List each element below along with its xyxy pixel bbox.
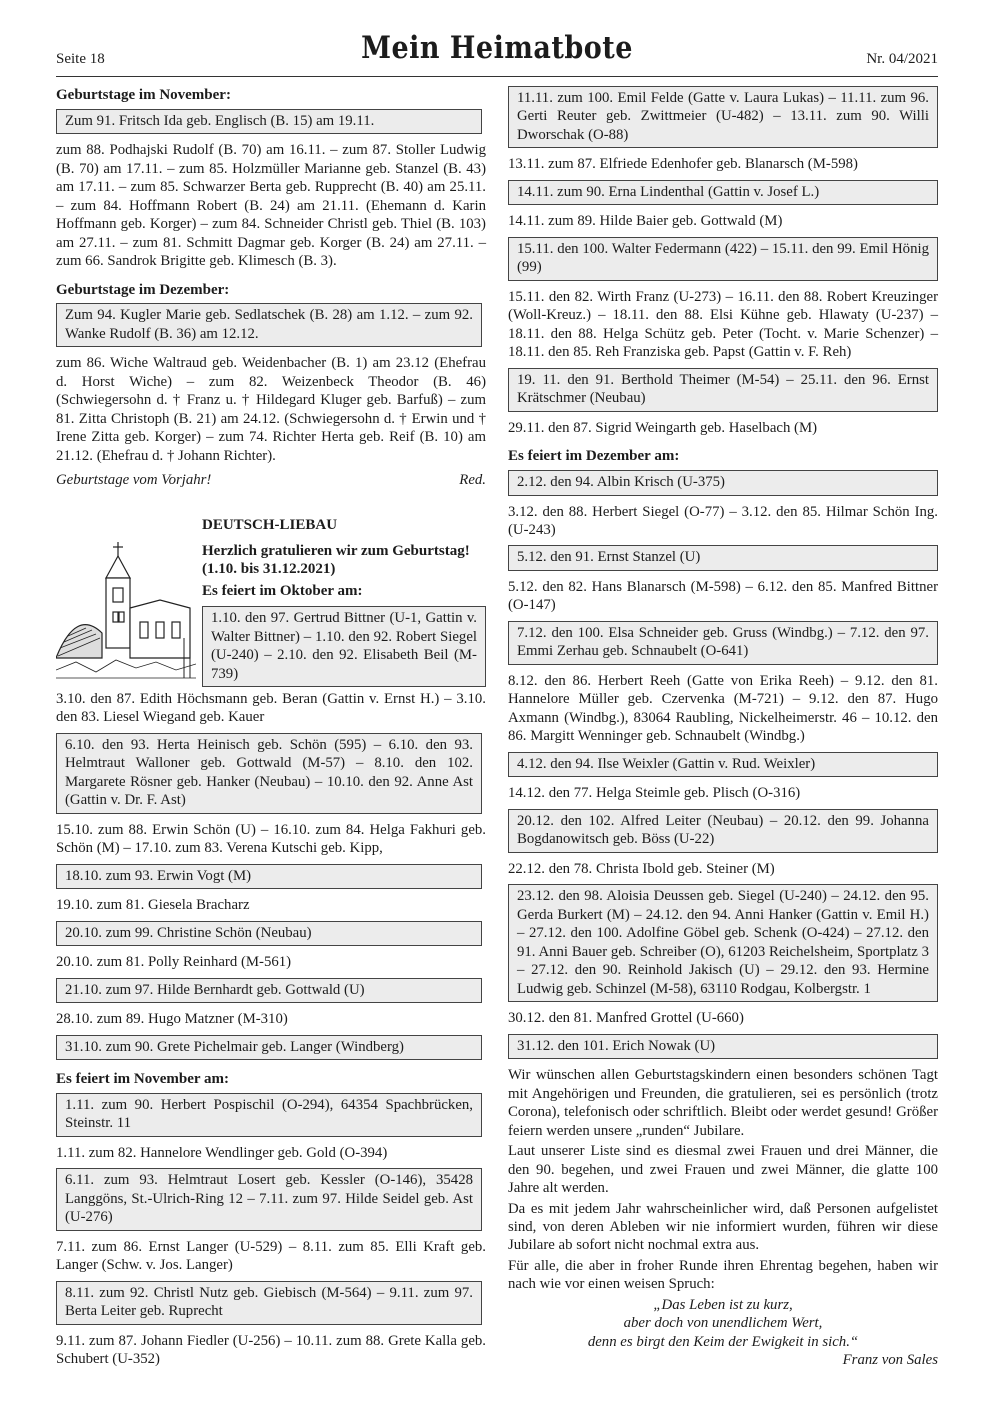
closing-paragraph: Wir wünschen allen Geburtstagskindern einen besonders schönen Tagt mit Angehörigen und Freunden, die gratulieren, sei es persönlich (trotz Corona), telefonisch oder schriftlich. Bleibt oder werdet gesund! Größer feiern werden unsere „runden“ Jubilare.: [508, 1067, 938, 1139]
highlight-box: Zum 91. Fritsch Ida geb. Englisch (B. 15) am 19.11.: [56, 109, 482, 134]
editor-note: [56, 471, 486, 489]
paragraph: 20.10. zum 81. Polly Reinhard (M-561): [56, 954, 292, 971]
highlight-box: 1.11. zum 90. Herbert Pospischil (O-294), 64354 Spachbrücken, Steinstr. 11: [56, 1093, 482, 1137]
liebau-section: [56, 516, 486, 686]
paragraph: 29.11. den 87. Sigrid Weingarth geb. Haselbach (M): [508, 419, 818, 436]
highlight-box: 8.11. zum 92. Christl Nutz geb. Giebisch (M-564) – 9.11. zum 97. Berta Leiter geb. Ruprecht: [56, 1281, 482, 1325]
paragraph: 19.10. zum 81. Giesela Bracharz: [56, 897, 250, 914]
closing-paragraph: Da es mit jedem Jahr wahrscheinlicher wird, daß Personen aufgelistet sind, von deren Ableben wir nie informiert wurden, führen wir diese Jubilare ab sofort nicht nochmal extra aus.: [508, 1200, 938, 1254]
highlight-box: 4.12. den 94. Ilse Weixler (Gattin v. Rud. Weixler): [508, 752, 938, 777]
page-number: Seite 18: [56, 51, 105, 67]
quote-line: „Das Leben ist zu kurz,: [653, 1296, 793, 1313]
highlight-box: 20.10. zum 99. Christine Schön (Neubau): [56, 921, 482, 946]
paragraph: 22.12. den 78. Christa Ibold geb. Steiner (M): [508, 860, 775, 877]
closing-paragraph: Laut unserer Liste sind es diesmal zwei Frauen und drei Männer, die den 90. begehen, und zwei Frauen und zwei Männer, die glatte 100 Jahre alt werden.: [508, 1143, 938, 1197]
paragraph: 9.11. zum 87. Johann Fiedler (U-256) – 10.11. zum 88. Grete Kalla geb. Schubert (U-352): [56, 1332, 486, 1368]
paragraph: zum 88. Podhajski Rudolf (B. 70) am 16.11. – zum 87. Stoller Ludwig (B. 70) am 17.11. – zum 85. Holzmüller Marianne geb. Stanzel (B. 43) am 17.11. – zum 85. Schwarzer Berta geb. Rupprecht (B. 40) am 25.11. – zum 84. Hoffmann Robert (B. 24) am 21.11. (Ehemann d. Karin Hoffmann geb. Korger) – zum 84. Schneider Christl geb. Thiel (B. 103) am 27.11. – zum 81. Schmitt Dagmar geb. Korger (B. 24) am 27.11. – zum 66. Sandrok Brigitte geb. Klimesch (B. 3).: [56, 142, 486, 270]
closing-text: [508, 1066, 938, 1294]
highlight-box: 2.12. den 94. Albin Krisch (U-375): [508, 470, 938, 495]
quote-line: denn es birgt den Keim der Ewigkeit in sich.“: [587, 1333, 859, 1350]
paragraph: 7.11. zum 86. Ernst Langer (U-529) – 8.11. zum 85. Elli Kraft geb. Langer (Schw. v. Jos. Langer): [56, 1238, 486, 1274]
page-header: [56, 28, 938, 77]
paragraph: 5.12. den 82. Hans Blanarsch (M-598) – 6.12. den 85. Manfred Bittner (O-147): [508, 578, 938, 614]
paragraph: 28.10. zum 89. Hugo Matzner (M-310): [56, 1011, 288, 1028]
paragraph: 15.11. den 82. Wirth Franz (U-273) – 16.11. den 88. Robert Kreuzinger (Woll-Kreuz.) – 18.11. den 88. Elsi Kühne geb. Hlawaty (U-237) – 18.11. den 88. Helga Schütz geb. Peter (Tocht. v. Marie Schenzer) – 18.11. den 85. Reh Franziska geb. Papst (Gattin v. F. Reh): [508, 288, 938, 361]
liebau-greeting: Herzlich gratulieren wir zum Geburtstag! (1.10. bis 31.12.2021): [202, 543, 470, 578]
paragraph: 8.12. den 86. Herbert Reeh (Gatte von Erika Reeh) – 9.12. den 81. Hannelore Müller geb. Czervenka (M-721) – 9.12. den 87. Hugo Axmann (Windbg.), 83064 Raubling, Nickelheimerstr. 46 – 10.12. den 86. Margitt Wenninger geb. Schnaubelt (Windbg.): [508, 672, 938, 745]
october-heading: Es feiert im Oktober am:: [202, 583, 363, 600]
highlight-box: 1.10. den 97. Gertrud Bittner (U-1, Gattin v. Walter Bittner) – 1.10. den 92. Robert Siegel (U-240) – 2.10. den 92. Elisabeth Beil (M-739): [202, 606, 486, 687]
highlight-box: 11.11. zum 100. Emil Felde (Gatte v. Laura Lukas) – 11.11. zum 96. Gerti Reuter geb. Zwittmeier (U-482) – 13.11. zum 90. Willi Dworschak (O-88): [508, 86, 938, 148]
december-heading: Geburtstage im Dezember:: [56, 281, 230, 298]
liebau-title: DEUTSCH-LIEBAU: [202, 516, 338, 533]
highlight-box: 7.12. den 100. Elsa Schneider geb. Gruss (Windbg.) – 7.12. den 97. Emmi Zerhau geb. Schnaubelt (O-641): [508, 621, 938, 665]
highlight-box: 6.10. den 93. Herta Heinisch geb. Schön (595) – 6.10. den 93. Helmtraut Walloner geb. Gottwald (M-57) – 8.10. den 102. Margarete Rösner geb. Hanker (Neubau) – 10.10. den 92. Anne Ast (Gattin v. Dr. F. Ast): [56, 733, 482, 814]
highlight-box: 5.12. den 91. Ernst Stanzel (U): [508, 545, 938, 570]
paragraph: 3.12. den 88. Herbert Siegel (O-77) – 3.12. den 85. Hilmar Schön Ing. (U-243): [508, 503, 938, 538]
left-column: [56, 86, 486, 1375]
publication-masthead: Mein Heimatbote: [361, 30, 633, 67]
paragraph: 15.10. zum 88. Erwin Schön (U) – 16.10. zum 84. Helga Fakhuri geb. Schön (M) – 17.10. zum 83. Verena Kutschi geb. Kipp,: [56, 821, 486, 857]
december-heading-2: Es feiert im Dezember am:: [508, 448, 680, 465]
liebau-intro: [202, 516, 486, 695]
closing-paragraph: Für alle, die aber in froher Runde ihren Ehrentag begehen, haben wir nach wie vor einen weisen Spruch:: [508, 1257, 938, 1293]
quote-author: Franz von Sales: [842, 1352, 938, 1369]
november-heading-2: Es feiert im November am:: [56, 1071, 229, 1087]
paragraph: 30.12. den 81. Manfred Grottel (U-660): [508, 1010, 744, 1027]
note-signature: Red.: [459, 472, 486, 489]
right-column: [508, 86, 938, 1370]
paragraph: 13.11. zum 87. Elfriede Edenhofer geb. Blanarsch (M-598): [508, 156, 858, 173]
highlight-box: 14.11. zum 90. Erna Lindenthal (Gattin v. Josef L.): [508, 180, 938, 205]
issue-number: Nr. 04/2021: [866, 51, 938, 67]
paragraph: 1.11. zum 82. Hannelore Wendlinger geb. Gold (O-394): [56, 1144, 388, 1161]
quote: [508, 1296, 938, 1351]
church-illustration: [56, 538, 196, 688]
highlight-box: 23.12. den 98. Aloisia Deussen geb. Siegel (U-240) – 24.12. den 95. Gerda Burkert (M) – 24.12. den 94. Anni Hanker (Gattin v. Emil H.) – 27.12. den 100. Adolfine Göbel geb. Schenk (O-424) – 27.12. den 91. Anni Bauer geb. Schreiber (O), 61203 Reichelsheim, Sportplatz 3 – 27.12. den 90. Reinhold Jakisch (U) – 29.12. den 93. Hermine Ludwig geb. Schinzel (M-58), 63110 Rodgau, Kolbergstr. 1: [508, 884, 938, 1002]
paragraph: zum 86. Wiche Waltraud geb. Weidenbacher (B. 1) am 23.12 (Ehefrau d. Horst Wiche) – zum 82. Weizenbeck Theodor (B. 46) (Schwiegersohn d. † Franz u. † Hildegard Kluger geb. Barfuß) – zum 81. Zitta Christoph (B. 21) am 24.12. (Schwiegersohn d. † Erwin und † Irene Zitta geb. Korger) – zum 74. Richter Herta geb. Reif (B. 10) am 21.12. (Ehefrau d. † Johann Richter).: [56, 355, 486, 464]
november-heading: Geburtstage im November:: [56, 87, 231, 103]
highlight-box: 6.11. zum 93. Helmtraut Losert geb. Kessler (O-146), 35428 Langgöns, St.-Ulrich-Ring 12 – 7.11. zum 97. Hilde Seidel geb. Ast (U-276): [56, 1168, 482, 1230]
note-text: Geburtstage vom Vorjahr!: [56, 472, 212, 489]
highlight-box: Zum 94. Kugler Marie geb. Sedlatschek (B. 28) am 1.12. – zum 92. Wanke Rudolf (B. 36) am 12.12.: [56, 303, 482, 347]
highlight-box: 18.10. zum 93. Erwin Vogt (M): [56, 864, 482, 889]
highlight-box: 31.10. zum 90. Grete Pichelmair geb. Langer (Windberg): [56, 1035, 482, 1060]
highlight-box: 20.12. den 102. Alfred Leiter (Neubau) – 20.12. den 99. Johanna Bogdanowitsch geb. Böss (U-22): [508, 809, 938, 853]
quote-line: aber doch von unendlichem Wert,: [623, 1315, 823, 1332]
paragraph: 14.12. den 77. Helga Steimle geb. Plisch (O-316): [508, 785, 801, 802]
paragraph: 3.10. den 87. Edith Höchsmann geb. Beran (Gattin v. Ernst H.) – 3.10. den 83. Liesel Wiegand geb. Kauer: [56, 690, 486, 726]
highlight-box: 31.12. den 101. Erich Nowak (U): [508, 1034, 938, 1059]
highlight-box: 15.11. den 100. Walter Federmann (422) – 15.11. den 99. Emil Hönig (99): [508, 237, 938, 281]
highlight-box: 21.10. zum 97. Hilde Bernhardt geb. Gottwald (U): [56, 978, 482, 1003]
paragraph: 14.11. zum 89. Hilde Baier geb. Gottwald (M): [508, 213, 783, 230]
highlight-box: 19. 11. den 91. Berthold Theimer (M-54) – 25.11. den 96. Ernst Krätschmer (Neubau): [508, 368, 938, 412]
